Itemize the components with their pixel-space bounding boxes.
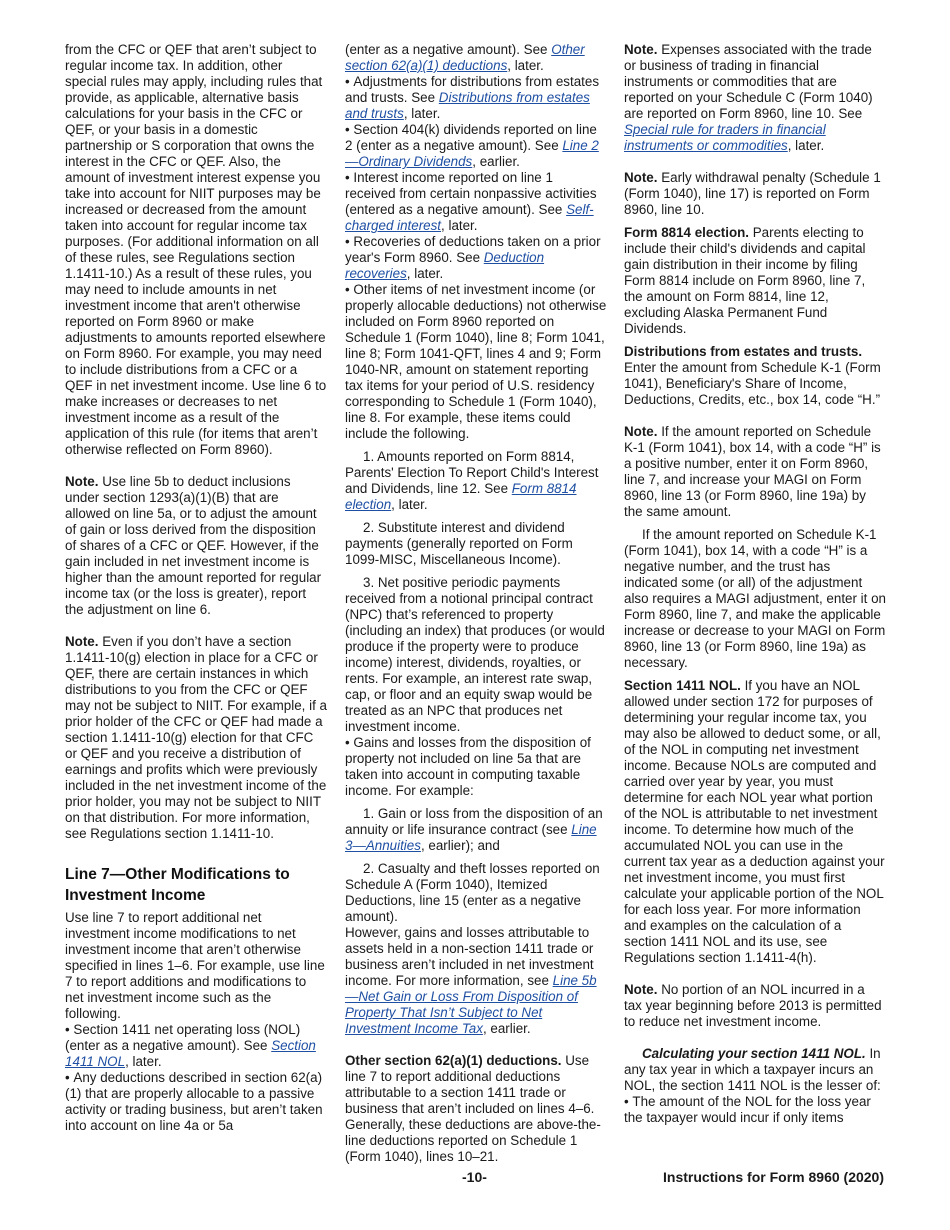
paragraph: If the amount reported on Schedule K-1 (Form 1041), box 14, with a code “H” is a negative number, and the trust has indicated some (or all) of the adjustment also requires a MAGI adjustment, enter it on Form 8960, line 7, and make the applicable increase or decrease to your MAGI on Form 8960, line 13 (or Form 8960, line 19a) as necessary. <box>624 527 886 670</box>
text: In any tax year in which a taxpayer incurs an NOL, the section 1411 NOL is the lesser of: <box>624 1046 881 1093</box>
traders-special-rule-link[interactable]: Special rule for traders in financial instruments or commodities <box>624 122 826 153</box>
note-label: Note. <box>624 170 658 185</box>
distributions-estates-link[interactable]: Distributions from estates and trusts <box>345 90 590 121</box>
annuities-link[interactable]: Line 3—Annuities <box>345 822 597 853</box>
note-paragraph <box>624 424 886 520</box>
paragraph <box>345 925 607 1037</box>
note-label: Note. <box>65 634 99 649</box>
list-item-text: Section 1411 net operating loss (NOL) (enter as a negative amount). See <box>65 1022 301 1053</box>
paragraph: from the CFC or QEF that aren’t subject to regular income tax. In addition, other special rules may apply, including rules that provide, as applicable, alternative basis calculations for your basis in the CFC or QEF, or your basis in a domestic partnership or S corporation that owns the interest in the CFC or QEF. Also, the amount of investment interest expense you take into account for NIIT purposes may be increased or decreased from the amount taken into account for regular income tax purposes. (For additional information on all of these rules, see Regulations section 1.1411-10.) As a result of these rules, you may need to include amounts in net investment income that aren't otherwise reported on Form 8960 or make adjustments to amounts reported elsewhere on Form 8960. For example, you may need to include distributions from a CFC or a QEF in net investment income. Use line 6 to make increases or decreases to net investment income as a result of the application of this rule (for items that aren’t otherwise reflected on Form 8960). <box>65 42 327 457</box>
note-paragraph <box>65 474 327 618</box>
note-text: Expenses associated with the trade or business of trading in financial instruments or commodities that are reported on your Schedule C (Form 1040) are reported on Form 8960, line 10. See <box>624 42 873 121</box>
list-item <box>345 122 607 170</box>
run-in-heading: Calculating your section 1411 NOL. <box>642 1046 866 1061</box>
paragraph <box>624 344 886 408</box>
list-item <box>65 1022 327 1070</box>
line-5b-link[interactable]: Line 5b—Net Gain or Loss From Disposition of Property That Isn’t Subject to Net Investment Income Tax <box>345 973 597 1036</box>
list-item-text: Adjustments for distributions from estates and trusts. See <box>345 74 600 105</box>
list-item <box>345 234 607 282</box>
numbered-item <box>345 449 607 513</box>
text: , later. <box>507 58 544 73</box>
other-section-62-link[interactable]: Other section 62(a)(1) deductions <box>345 42 585 73</box>
section-1411-nol-link[interactable]: Section 1411 NOL <box>65 1038 316 1069</box>
column-left <box>65 42 327 1134</box>
note-label: Note. <box>65 474 99 489</box>
list-item-text: , later. <box>406 266 444 281</box>
list-item-text: Gains and losses from the disposition of property not included on line 5a that are taken into account in computing taxable income. For example: <box>345 735 591 798</box>
paragraph <box>345 1053 607 1165</box>
text: Parents electing to include their child's dividends and capital gain distribution in their income by filing Form 8814 include on Form 8960, line 7, the amount on Form 8814, line 12, excluding Alaska Permanent Fund Dividends. <box>624 225 866 336</box>
column-middle <box>345 42 607 1165</box>
text: , earlier. <box>482 1021 531 1036</box>
run-in-heading: Other section 62(a)(1) deductions. <box>345 1053 562 1068</box>
text: If you have an NOL allowed under section 172 for purposes of determining your regular income tax, you may also be allowed to deduct some, or all, of the NOL in computing net investment income. Because NOLs are computed and carried over year by year, you must determine for each NOL year what portion of the NOL is attributable to net investment income. To determine how much of the accumulated NOL you can use in the current tax year as a deduction against your net investment income, you must first calculate your applicable portion of the NOL for each loss year. For more information and examples on the calculation of a section 1411 NOL and its use, see Regulations section 1.1411-4(h). <box>624 678 885 965</box>
paragraph <box>345 42 607 74</box>
text: However, gains and losses attributable to assets held in a non-section 1411 trade or business aren’t included in net investment income. For more information, see <box>345 925 594 988</box>
note-label: Note. <box>624 982 658 997</box>
deduction-recoveries-link[interactable]: Deduction recoveries <box>345 250 545 281</box>
list-item-text: , earlier. <box>472 154 520 169</box>
text: Enter the amount from Schedule K-1 (Form 1041), Beneficiary's Share of Income, Deductions, Credits, etc., box 14, code “H.” <box>624 360 881 407</box>
list-item-text: , later. <box>125 1054 162 1069</box>
list-item-text: Other items of net investment income (or properly allocable deductions) not otherwise included on Form 8960 reported on Schedule 1 (Form 1040), line 8; Form 1041, line 8; Form 1041-QFT, lines 4 and 9; Form 1040-NR, amount on statement reporting tax items for your period of U.S. residency corresponding to Schedule 1 (Form 1040), line 8. For example, these items could include the following. <box>345 282 607 441</box>
document-title: Instructions for Form 8960 (2020) <box>663 1169 884 1185</box>
numbered-item: 2. Casualty and theft losses reported on Schedule A (Form 1040), Itemized Deductions, line 15 (enter as a negative amount). <box>345 861 600 924</box>
paragraph <box>624 225 886 337</box>
list-item <box>345 170 607 234</box>
text: , later. <box>391 497 428 512</box>
note-paragraph <box>65 634 327 842</box>
self-charged-interest-link[interactable]: Self-charged interest <box>345 202 594 233</box>
text: (enter as a negative amount). See <box>345 42 552 57</box>
note-label: Note. <box>624 424 658 439</box>
list-item-text: Any deductions described in section 62(a)(1) that are properly allocable to a passive activity or trading business, but aren’t taken into account on line 4a or 5a <box>65 1070 323 1133</box>
note-text: If the amount reported on Schedule K-1 (Form 1041), box 14, with a code “H” is a positive number, enter it on Form 8960, line 7, and increase your MAGI on Form 8960, line 13 (or Form 8960, line 19a) by the same amount. <box>624 424 881 519</box>
run-in-heading: Distributions from estates and trusts. <box>624 344 863 359</box>
note-text: No portion of an NOL incurred in a tax year beginning before 2013 is permitted to reduce net investment income. <box>624 982 882 1029</box>
text: 1. Gain or loss from the disposition of an annuity or life insurance contract (see <box>345 806 603 837</box>
list-item <box>65 1070 327 1134</box>
note-text: Even if you don’t have a section 1.1411-10(g) election in place for a CFC or QEF, there are certain instances in which distributions to you from the CFC or QEF may not be subject to NIIT. For example, if a prior holder of the CFC or QEF had made a section 1.1411-10(g) election for that CFC or QEF and you receive a distribution of earnings and profits which were previously included in the net investment income of the prior holder, you may not be subject to NIIT on that distribution. For more information, see Regulations section 1.1411-10. <box>65 634 327 841</box>
page-number: -10- <box>462 1169 487 1185</box>
list-item <box>624 1094 886 1126</box>
paragraph: Use line 7 to report additional net investment income modifications to net investment income that aren’t otherwise specified in lines 1–6. For example, use line 7 to report additions and modifications to net investment income such as the following. <box>65 910 325 1021</box>
form-8814-election-link[interactable]: Form 8814 election <box>345 481 577 512</box>
numbered-item: 3. Net positive periodic payments received from a notional principal contract (NPC) that’s referenced to property (including an index) that produces (or would produce if the property were to produce income) interest, dividends, royalties, or rents. For example, an interest rate swap, cap, or floor and an equity swap would be treated as an NPC that produces net investment income. <box>345 575 605 734</box>
numbered-item: 2. Substitute interest and dividend payments (generally reported on Form 1099-MISC, Miscellaneous Income). <box>345 520 573 567</box>
section-heading: Line 7—Other Modifications to Investment Income <box>65 866 290 904</box>
note-label: Note. <box>624 42 658 57</box>
note-paragraph <box>624 982 886 1030</box>
list-item-text: Section 404(k) dividends reported on line 2 (enter as a negative amount). See <box>345 122 597 153</box>
note-text: Use line 5b to deduct inclusions under section 1293(a)(1)(B) that are allowed on line 5a, or to adjust the amount of gain or loss derived from the disposition of shares of a CFC or QEF. However, if the gain included in net investment income is higher than the amount reported for regular income tax (or the loss is greater), report the adjustment on line 6. <box>65 474 322 617</box>
run-in-heading: Form 8814 election. <box>624 225 750 240</box>
ordinary-dividends-link[interactable]: Line 2—Ordinary Dividends <box>345 138 599 169</box>
list-item <box>345 282 607 442</box>
note-text: Early withdrawal penalty (Schedule 1 (Form 1040), line 17) is reported on Form 8960, line 10. <box>624 170 881 217</box>
paragraph <box>624 678 886 966</box>
note-paragraph <box>624 42 886 154</box>
text: , earlier); and <box>420 838 500 853</box>
list-item-text: , later. <box>403 106 441 121</box>
list-item <box>345 74 607 122</box>
note-paragraph <box>624 170 886 218</box>
list-item-text: , later. <box>441 218 478 233</box>
column-right <box>624 42 886 1126</box>
list-item-text: The amount of the NOL for the loss year the taxpayer would incur if only items <box>624 1094 871 1125</box>
list-item-text: Recoveries of deductions taken on a prior year's Form 8960. See <box>345 234 601 265</box>
note-text: , later. <box>787 138 825 153</box>
list-item-text: Interest income reported on line 1 received from certain nonpassive activities (entered as a negative amount). See <box>345 170 597 217</box>
list-item <box>345 735 607 799</box>
text: 1. Amounts reported on Form 8814, Parents' Election To Report Child's Interest and Dividends, line 12. See <box>345 449 599 496</box>
text: Use line 7 to report additional deductions attributable to a section 1411 trade or business that aren’t included on lines 4–6. Generally, these deductions are above-the-line deductions reported on Schedule 1 (Form 1040), lines 10–21. <box>345 1053 601 1164</box>
paragraph <box>624 1046 886 1094</box>
run-in-heading: Section 1411 NOL. <box>624 678 741 693</box>
numbered-item <box>345 806 607 854</box>
